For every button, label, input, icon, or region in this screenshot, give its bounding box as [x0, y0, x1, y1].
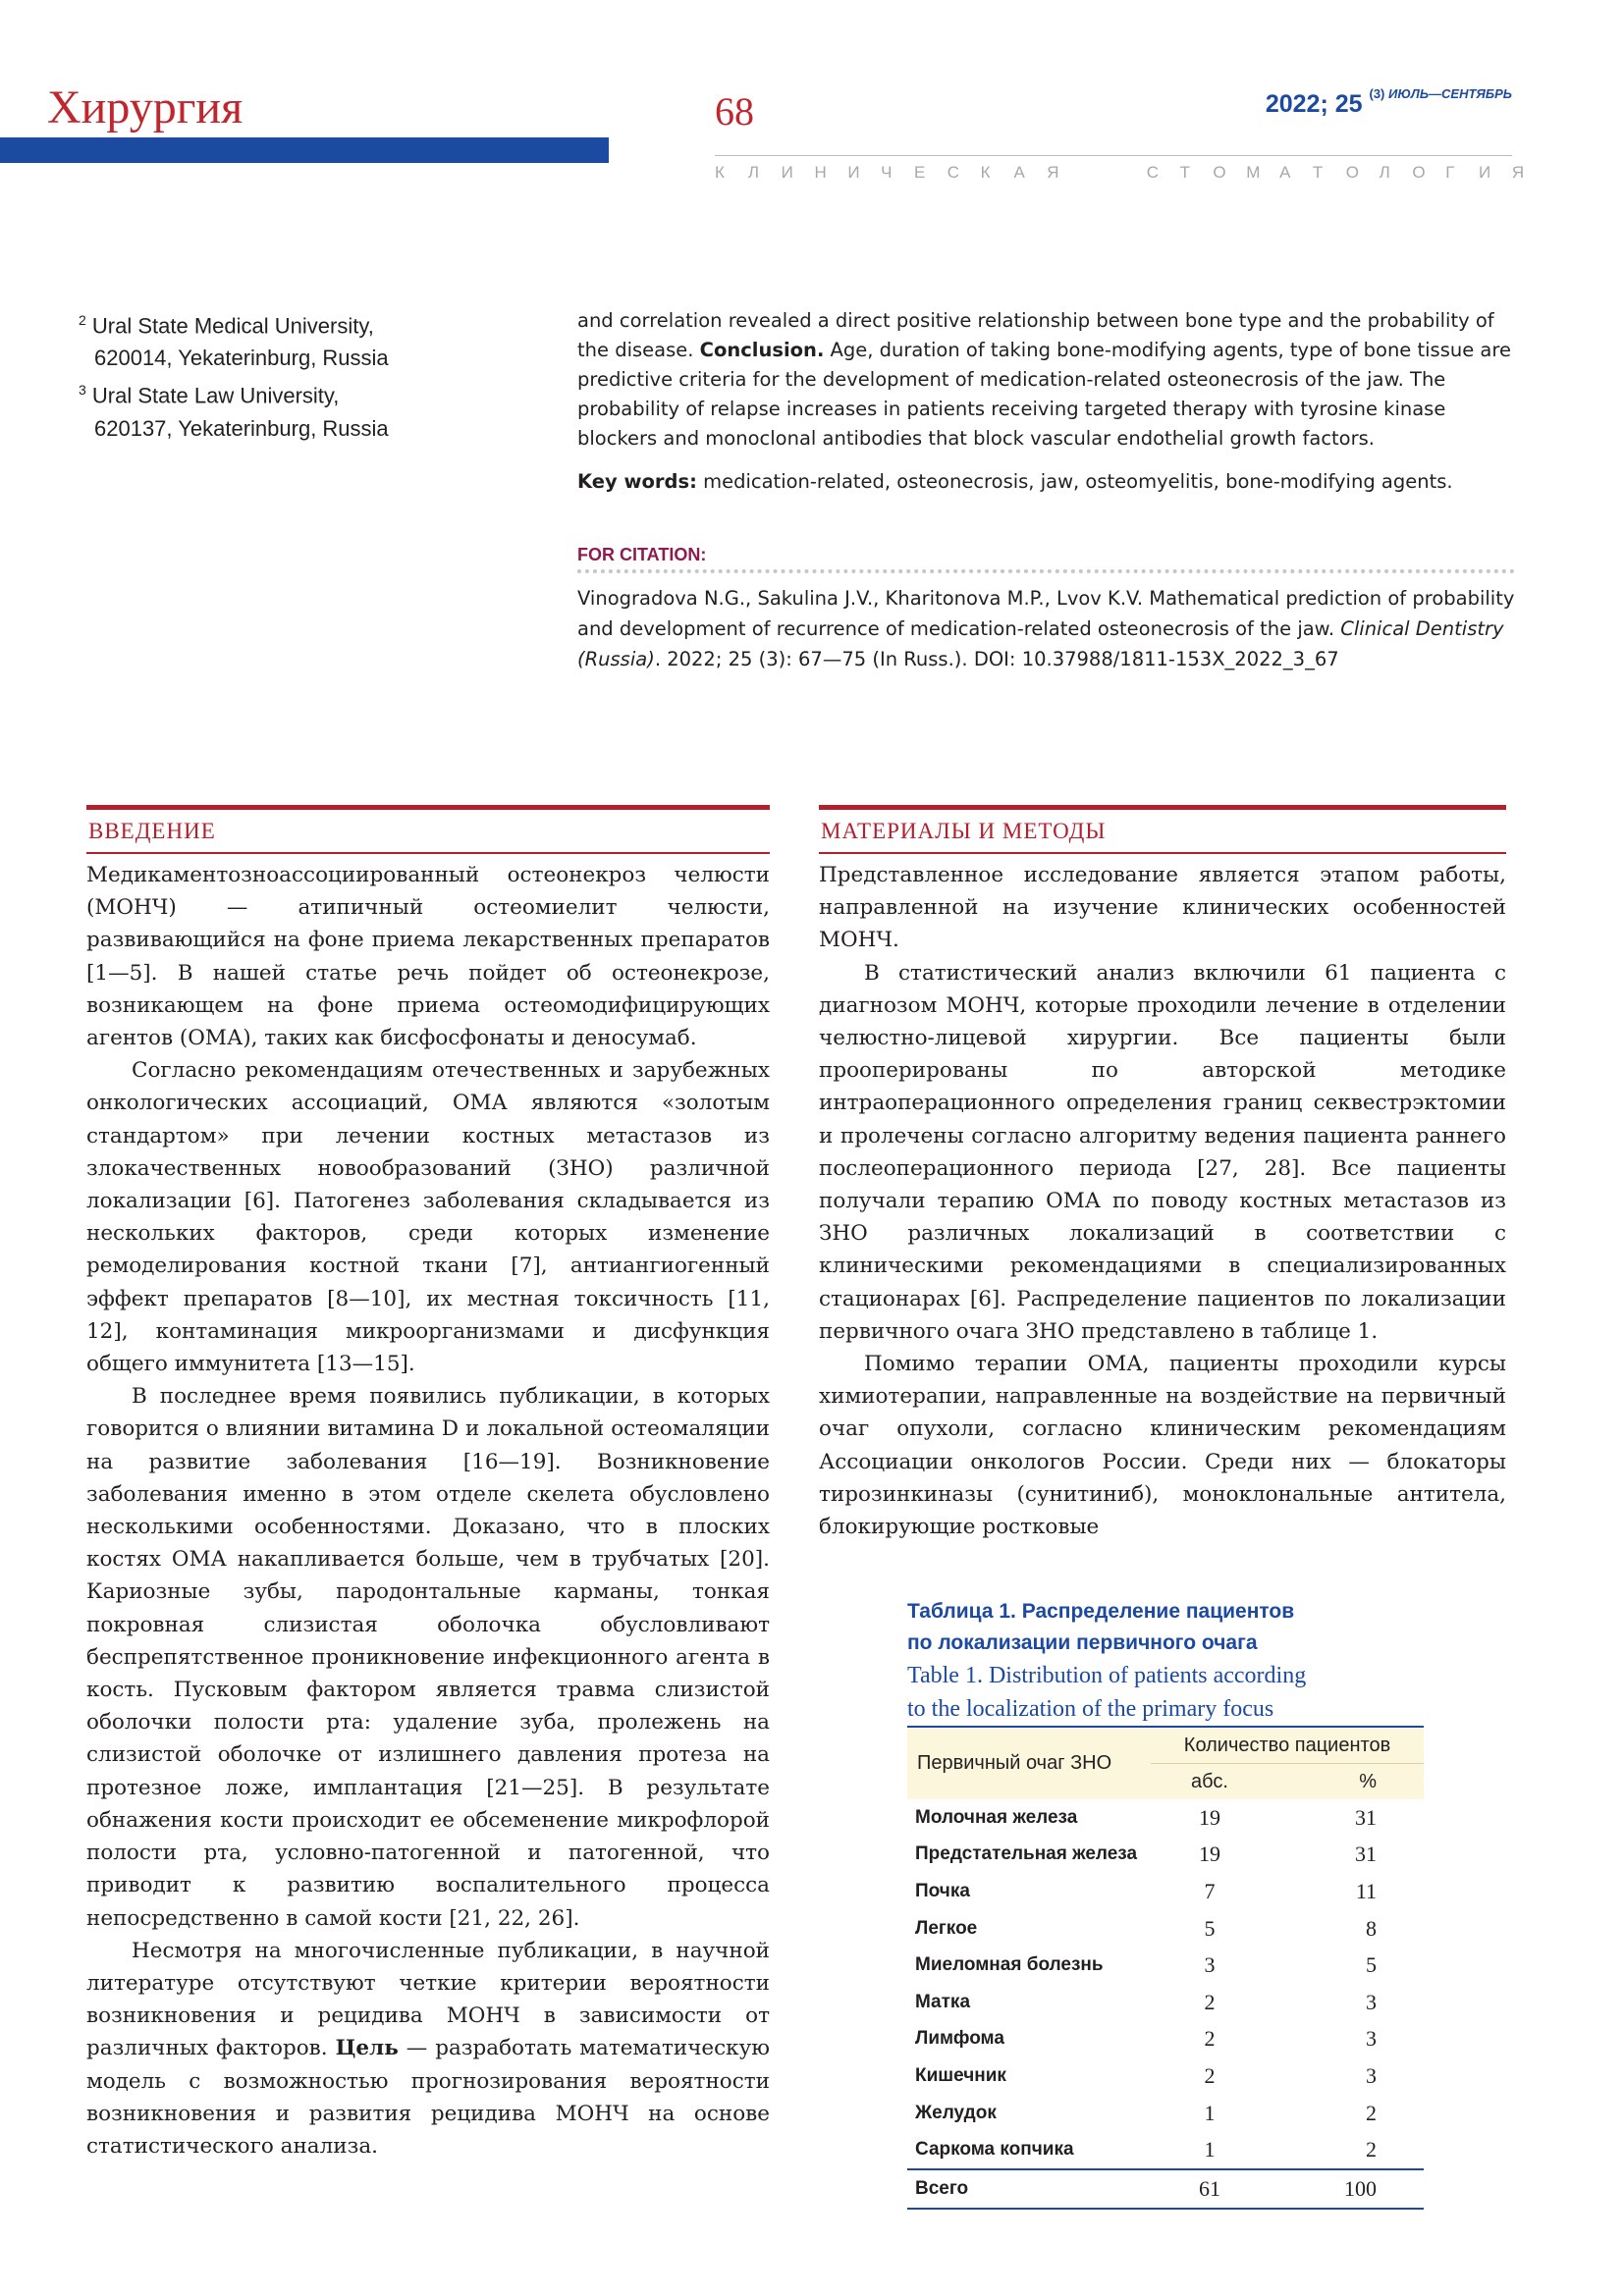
table-cell-label: Молочная железа [915, 1806, 1078, 1828]
affiliation-line: $^2$ Ural State Medical University, [79, 312, 374, 339]
citation-title: Mathematical prediction of probability and development of recurrence of medication-related osteonecrosis of the jaw. [577, 587, 1515, 640]
table-row [907, 2021, 1424, 2058]
table-caption-ru: Таблица 1. Распределение пациентов по локализации первичного очага [907, 1600, 1295, 1654]
intro-paragraph: Несмотря на многочисленные публикации, в научной литературе отсутствуют четкие критерии вероятности возникновения и рецидива МОНЧ в зависимости от различных факторов. Цель — разработать математическую модель с возможностью прогнозирования вероятности возникновения и развития рецидива МОНЧ на основе статистического анализа. [86, 1938, 770, 2159]
header-rule [715, 155, 1512, 156]
table-cell-label: Миеломная болезнь [915, 1954, 1104, 1976]
methods-heading: МАТЕРИАЛЫ И МЕТОДЫ [821, 819, 1107, 843]
keywords: Key words: medication-related, osteonecrosis, jaw, osteomyelitis, bone-modifying agents. [577, 470, 1453, 493]
citation [577, 583, 1515, 674]
intro-paragraph: Согласно рекомендациям отечественных и зарубежных онкологических ассоциаций, ОМА являются «золотым стандартом» при лечении костных метастазов из злокачественных новообразований (ЗНО) различной локализации [6]. Патогенез заболевания складывается из нескольких факторов, среди которых изменение ремоделирования костной ткани [7], антиангиогенный эффект препаратов [8—10], их местная токсичность [11, 12], контаминация микроорганизмами и дисфункция общего иммунитета [13—15]. [86, 1058, 770, 1377]
methods-heading-rule [819, 805, 1506, 810]
table-row [907, 1910, 1424, 1948]
table-cell-label: Желудок [915, 2102, 997, 2123]
page-number: 68 [715, 89, 754, 133]
table-row [907, 1837, 1424, 1874]
table-caption-en: Table 1. Distribution of patients according to the localization of the primary focus [907, 1663, 1307, 1722]
table-cell-abs: 2 [1204, 2062, 1216, 2088]
table-row [907, 2057, 1424, 2095]
table-cell-label: Легкое [915, 1917, 978, 1939]
table-row [907, 2131, 1424, 2169]
table-cell-pct: 11 [1355, 1878, 1377, 1903]
table-cell-abs: 19 [1199, 1842, 1220, 1867]
methods-heading-underline [819, 852, 1506, 854]
affiliation-line: $^3$ Ural State Law University, [79, 382, 340, 408]
issue-info [1265, 86, 1512, 119]
citation-label: FOR CITATION: [577, 545, 707, 564]
table-cell-abs: 3 [1204, 1952, 1216, 1978]
total-pct: 100 [1269, 2169, 1424, 2209]
table-row [907, 1799, 1424, 1837]
methods-paragraph: Представленное исследование является этапом работы, направленной на изучение клинических особенностей МОНЧ. [819, 863, 1506, 953]
table-row [907, 1947, 1424, 1984]
table-cell-abs: 19 [1199, 1804, 1220, 1830]
table-cell-pct: 3 [1366, 2062, 1377, 2088]
intro-paragraph: В последнее время появились публикации, в которых говорится о влиянии витамина D и локальной остеомаляции на развитие заболевания [16—19]. Возникновение заболевания именно в этом отделе скелета обусловлено несколькими особенностями. Доказано, что в плоских костях ОМА накапливается больше, чем в трубчатых [20]. Кариозные зубы, пародонтальные карманы, тонкая покровная слизистая оболочка обусловливают беспрепятственное проникновение инфекционного агента в кость. Пусковым фактором является травма слизистой оболочки полости рта: удаление зуба, пролежень на слизистой оболочке от излишнего давления протеза на протезное ложе, имплантация [21—25]. В результате обнажения кости происходит ее обсеменение микрофлорой полости рта, условно-патогенной и патогенной, что приводит к развитию воспалительного процесса непосредственно в самой кости [21, 22, 26]. [86, 1384, 770, 1931]
table-cell-label: Почка [915, 1880, 970, 1901]
affiliations [79, 304, 432, 445]
table-row [907, 2095, 1424, 2132]
table-cell-label: Кишечник [915, 2064, 1006, 2086]
table-cell-abs: 2 [1204, 2026, 1216, 2052]
intro-heading-rule [86, 805, 770, 810]
abstract-text: and correlation revealed a direct positive relationship between bone type and the probability of the disease. Conclusion. Age, duration of taking bone-modifying agents, type of bone tissue are predictive criteria for the development of medication-related osteonecrosis of the jaw. The probability of relapse increases in patients receiving targeted therapy with tyrosine kinase blockers and monoclonal antibodies that block vascular endothelial growth factors. [577, 309, 1511, 450]
total-abs: 61 [1151, 2169, 1269, 2209]
total-label: Всего [907, 2169, 1151, 2209]
citation-journal: Clinical Dentistry (Russia) [577, 617, 1504, 670]
affiliation-number: 2 [79, 312, 86, 328]
table-cell-pct: 3 [1366, 2026, 1377, 2052]
table-cell-pct: 31 [1355, 1804, 1377, 1830]
goal-label: Цель [335, 2036, 399, 2061]
table-cell-pct: 2 [1366, 2100, 1377, 2125]
abstract [577, 306, 1515, 497]
methods-paragraph: В статистический анализ включили 61 пациента с диагнозом МОНЧ, которые проходили лечение в отделении челюстно-лицевой хирургии. Все пациенты были прооперированы по авторской методике интраоперационного определения границ секвестрэктомии и пролечены согласно алгоритму ведения пациента раннего послеоперационного периода [27, 28]. Все пациенты получали терапию ОМА по поводу костных метастазов из ЗНО различных локализаций в соответствии с клиническими рекомендациями в специализированных стационарах [6]. Распределение пациентов по локализации первичного очага ЗНО представлено в таблице 1. [819, 960, 1506, 1344]
table-cell-abs: 7 [1204, 1878, 1216, 1903]
issue-year-volume: 2022; 25 [1265, 90, 1363, 118]
table-cell-label: Саркома копчика [915, 2139, 1074, 2161]
table-cell-abs: 1 [1204, 2137, 1216, 2163]
journal-name: К Л И Н И Ч Е С К А Я С Т О М А Т О Л О Г И Я [715, 163, 1525, 182]
methods-text [819, 859, 1506, 1543]
citation-authors: Vinogradova N.G., Sakulina J.V., Kharitonova M.P., Lvov K.V. [577, 587, 1144, 610]
table-cell-abs: 2 [1204, 1989, 1216, 2014]
issue-months: ИЮЛЬ—СЕНТЯБРЬ [1388, 86, 1512, 101]
table-row [907, 1873, 1424, 1910]
intro-heading-underline [86, 852, 770, 854]
table-total-row [907, 2169, 1424, 2209]
intro-heading: ВВЕДЕНИЕ [88, 819, 216, 843]
citation-details: . 2022; 25 (3): 67—75 (In Russ.). [654, 648, 974, 670]
citation-divider [577, 569, 1515, 573]
issue-number: (3) [1369, 86, 1385, 101]
citation-doi: DOI: 10.37988/1811-153X_2022_3_67 [973, 648, 1339, 670]
table-row [907, 1984, 1424, 2021]
intro-paragraph: Медикаментозноассоциированный остеонекроз челюсти (МОНЧ) — атипичный остеомиелит челюсти, развивающийся на фоне приема лекарственных препаратов [1—5]. В нашей статье речь пойдет об остеонекрозе, возникающем на фоне приема остеомодифицирующих агентов (ОМА), таких как бисфосфонаты и деносумаб. [86, 863, 770, 1051]
affiliation-number: 3 [79, 382, 86, 399]
col-header-abs: абс. [1191, 1770, 1228, 1792]
table-cell-abs: 5 [1204, 1915, 1216, 1941]
table-cell-pct: 8 [1366, 1915, 1377, 1941]
col-header-pct: % [1359, 1770, 1377, 1792]
table-cell-label: Матка [915, 1991, 971, 2012]
table-cell-abs: 1 [1204, 2100, 1216, 2125]
col-header-count: Количество пациентов [1151, 1727, 1424, 1764]
header-bar [0, 137, 609, 163]
table-1 [907, 1726, 1424, 2210]
keywords-label: Key words: [577, 470, 697, 493]
col-header-primary: Первичный очаг ЗНО [917, 1752, 1112, 1774]
table-cell-pct: 5 [1366, 1952, 1377, 1978]
affiliation-line: 620014, Yekaterinburg, Russia [94, 346, 389, 371]
section-title: Хирургия [47, 81, 244, 133]
affiliation-line: 620137, Yekaterinburg, Russia [94, 415, 389, 441]
table-cell-label: Лимфома [915, 2028, 1004, 2050]
intro-text [86, 859, 770, 2163]
table-cell-label: Предстательная железа [915, 1843, 1138, 1865]
conclusion-label: Conclusion. [699, 339, 825, 361]
table-cell-pct: 3 [1366, 1989, 1377, 2014]
table-cell-pct: 2 [1366, 2137, 1377, 2163]
methods-paragraph: Помимо терапии ОМА, пациенты проходили курсы химиотерапии, направленные на воздействие на первичный очаг опухоли, согласно клиническим рекомендациям Ассоциации онкологов России. Среди них — блокаторы тирозинкиназы (сунитиниб), моноклональные антитела, блокирующие ростковые [819, 1352, 1506, 1540]
table-cell-pct: 31 [1355, 1842, 1377, 1867]
